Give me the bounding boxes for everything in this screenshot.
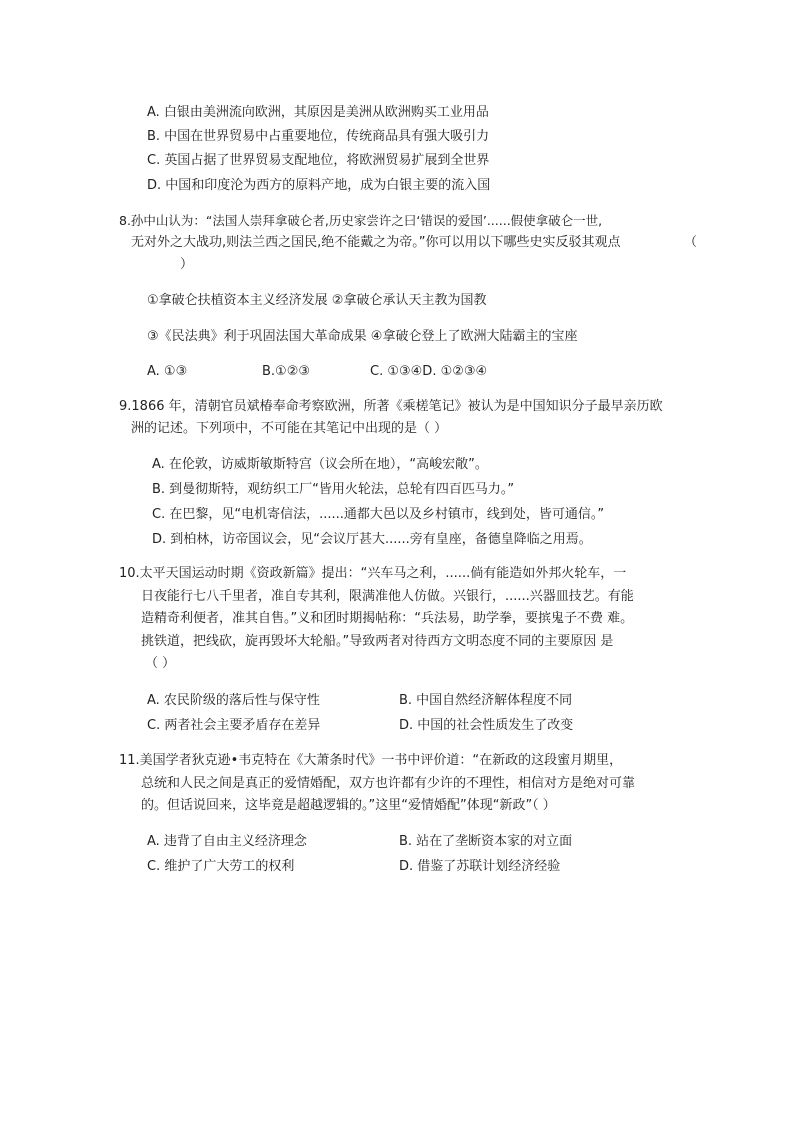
prev-option-d: D. 中国和印度沦为西方的原料产地，成为白银主要的流入国 bbox=[147, 178, 491, 193]
q8-stem-line-1: 8.孙中山认为：“法国人崇拜拿破仑者,历史家尝许之曰‘错误的爱国’......假使拿破仑一世, bbox=[119, 213, 603, 228]
q11-option-d: D. 借鉴了苏联计划经济经验 bbox=[399, 859, 561, 874]
q11-option-a: A. 违背了自由主义经济理念 bbox=[147, 834, 307, 849]
q10-answer-bracket: （ ） bbox=[145, 656, 176, 671]
q8-option-a: A. ①③ bbox=[147, 364, 188, 379]
q8-option-cd: C. ①③④D. ①②③④ bbox=[370, 364, 488, 379]
q11-option-c: C. 维护了广大劳工的权利 bbox=[147, 859, 295, 874]
q10-option-a: A. 农民阶级的落后性与保守性 bbox=[147, 693, 320, 708]
q9-stem-line-2: 洲的记述。下列项中，不可能在其笔记中出现的是（ ） bbox=[131, 421, 448, 436]
q10-stem-line-2: 日夜能行七八千里者，准自专其利，限满准他人仿做。兴银行，......兴器皿技艺。有能 bbox=[141, 589, 634, 604]
prev-option-b: B. 中国在世界贸易中占重要地位，传统商品具有强大吸引力 bbox=[147, 129, 490, 144]
q10-option-b: B. 中国自然经济解体程度不同 bbox=[399, 693, 573, 708]
q9-option-b: B. 到曼彻斯特，观纺织工厂“皆用火轮法，总轮有四百匹马力。” bbox=[152, 482, 515, 497]
q8-items-row-1: ①拿破仑扶植资本主义经济发展 ②拿破仑承认天主教为国教 bbox=[147, 293, 487, 308]
q8-stem-line-2: 无对外之大战功,则法兰西之国民,绝不能戴之为帝。”你可以用以下哪些史实反驳其观点 bbox=[131, 235, 621, 250]
q11-stem-line-3: 的。但话说回来，这毕竟是超越逻辑的。”这里“爱情婚配”体现“新政”（ ） bbox=[141, 798, 556, 813]
q8-answer-bracket-open: （ bbox=[684, 235, 698, 250]
q9-option-a: A. 在伦敦，访威斯敏斯特宫（议会所在地），“高峻宏敞”。 bbox=[152, 457, 488, 472]
q10-option-c: C. 两者社会主要矛盾存在差异 bbox=[147, 718, 321, 733]
q10-stem-line-4: 挑铁道，把线砍，旋再毁坏大轮船。”导致两者对待西方文明态度不同的主要原因 是 bbox=[141, 634, 614, 649]
q8-answer-bracket-close: ） bbox=[180, 257, 194, 272]
q11-stem-line-1: 11.美国学者狄克逊•韦克特在《大萧条时代》一书中评价道：“在新政的这段蜜月期里， bbox=[119, 753, 623, 768]
q10-stem-line-3: 造精奇利便者，准其自售。”义和团时期揭帖称：“兵法易，助学拳，要摈鬼子不费 难。 bbox=[141, 611, 634, 626]
q8-option-b: B.①②③ bbox=[262, 364, 311, 379]
q9-option-c: C. 在巴黎，见“电机寄信法，......通都大邑以及乡村镇市，线到处，皆可通信。” bbox=[152, 507, 605, 522]
prev-option-a: A. 白银由美洲流向欧洲，其原因是美洲从欧洲购买工业用品 bbox=[147, 105, 489, 120]
q9-stem-line-1: 9.1866 年，清朝官员斌椿奉命考察欧洲，所著《乘槎笔记》被认为是中国知识分子最早亲历欧 bbox=[119, 399, 663, 414]
q11-option-b: B. 站在了垄断资本家的对立面 bbox=[399, 834, 573, 849]
prev-option-c: C. 英国占据了世界贸易支配地位，将欧洲贸易扩展到全世界 bbox=[147, 153, 490, 168]
q9-option-d: D. 到柏林，访帝国议会，见“会议厅甚大......旁有皇座，备德皇降临之用焉。 bbox=[152, 532, 592, 547]
q10-stem-line-1: 10.太平天国运动时期《资政新篇》提出：“兴车马之利，......倘有能造如外邦火轮车，一 bbox=[119, 566, 627, 581]
q11-stem-line-2: 总统和人民之间是真正的爱情婚配，双方也许都有少许的不理性，相信对方是绝对可靠 bbox=[141, 776, 636, 791]
q8-items-row-2: ③《民法典》利于巩固法国大革命成果 ④拿破仑登上了欧洲大陆霸主的宝座 bbox=[147, 329, 578, 344]
q10-option-d: D. 中国的社会性质发生了改变 bbox=[399, 718, 574, 733]
